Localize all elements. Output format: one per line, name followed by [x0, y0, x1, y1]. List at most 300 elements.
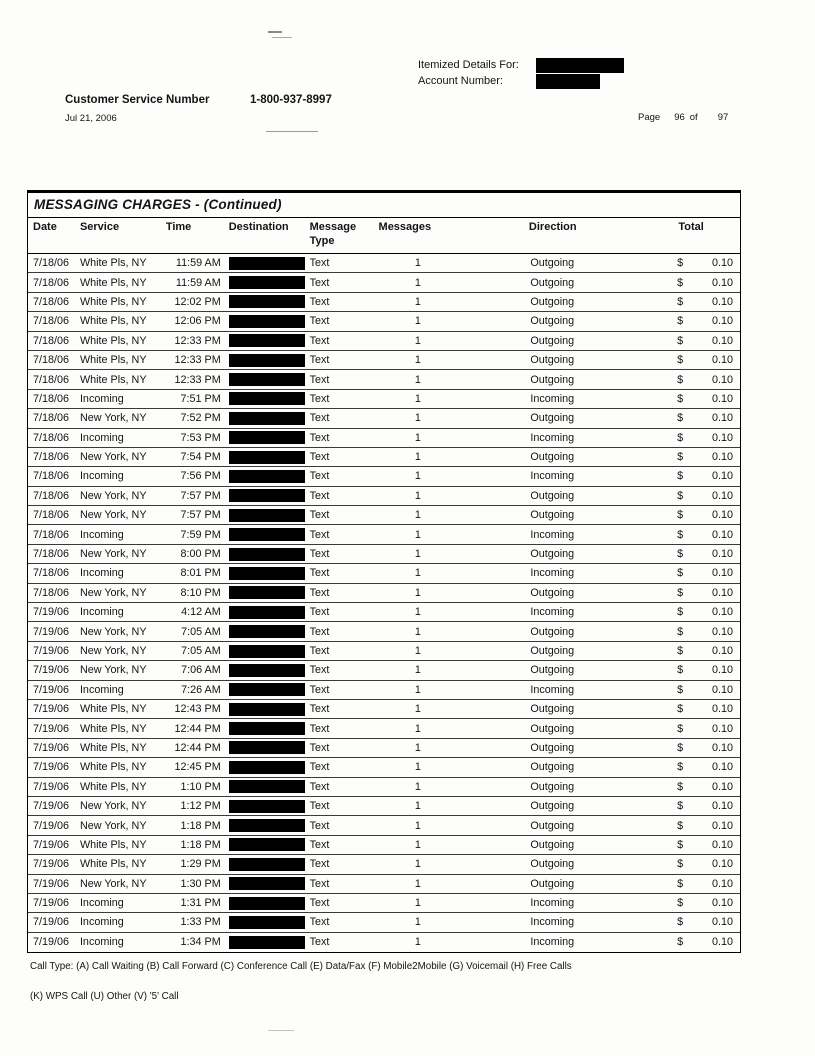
currency-symbol: $ — [677, 548, 684, 561]
table-title: MESSAGING CHARGES - (Continued) — [28, 193, 740, 218]
total-amount: 0.10 — [712, 936, 734, 949]
row-service: New York, NY — [79, 819, 147, 832]
statement-date: Jul 21, 2006 — [65, 113, 117, 124]
total-amount: 0.10 — [712, 295, 734, 308]
scan-artifact — [272, 37, 292, 38]
table-row — [28, 836, 740, 855]
row-total — [644, 277, 740, 289]
row-message-type: Text — [309, 295, 330, 308]
row-service: New York, NY — [79, 412, 147, 425]
row-destination — [226, 606, 306, 619]
row-message-type: Text — [309, 645, 330, 657]
currency-symbol: $ — [677, 354, 684, 367]
row-time: 7:26 AM — [181, 683, 221, 696]
row-date: 7/18/06 — [33, 334, 70, 347]
redacted-customer-name — [536, 58, 624, 73]
currency-symbol: $ — [677, 509, 684, 522]
row-total — [644, 820, 740, 832]
currency-symbol: $ — [677, 741, 684, 754]
currency-symbol: $ — [677, 645, 684, 657]
currency-symbol: $ — [677, 625, 684, 638]
currency-symbol: $ — [677, 916, 684, 929]
row-destination — [226, 819, 306, 832]
row-total — [644, 800, 740, 812]
row-date: 7/18/06 — [33, 315, 70, 328]
row-message-type: Text — [309, 683, 330, 696]
row-message-type: Text — [309, 431, 330, 444]
row-time: 12:45 PM — [174, 761, 221, 774]
redacted-destination-box — [229, 761, 305, 774]
redacted-destination-box — [229, 489, 305, 502]
currency-symbol: $ — [677, 528, 684, 541]
redacted-destination-box — [229, 703, 305, 716]
row-direction: Outgoing — [530, 509, 575, 522]
row-direction: Outgoing — [530, 315, 575, 328]
redacted-destination-box — [229, 800, 305, 813]
row-messages: 1 — [414, 819, 421, 832]
redacted-destination-box — [229, 567, 305, 580]
row-direction: Incoming — [530, 528, 575, 541]
page-current: 96 — [674, 112, 685, 123]
row-total — [644, 684, 740, 696]
customer-service-label: Customer Service Number — [65, 94, 210, 106]
page-indicator — [638, 112, 728, 123]
row-time: 11:59 AM — [175, 257, 221, 270]
row-direction: Outgoing — [530, 858, 575, 871]
currency-symbol: $ — [677, 334, 684, 347]
row-service: Incoming — [79, 470, 124, 483]
redacted-destination-box — [229, 412, 305, 425]
currency-symbol: $ — [677, 276, 684, 289]
row-destination — [226, 315, 306, 328]
currency-symbol: $ — [677, 295, 684, 308]
row-messages: 1 — [414, 625, 421, 638]
redacted-destination-box — [229, 257, 305, 270]
row-messages: 1 — [414, 897, 421, 910]
row-direction: Outgoing — [530, 586, 575, 599]
table-row — [28, 622, 740, 641]
row-service: New York, NY — [79, 800, 147, 813]
row-total — [644, 548, 740, 560]
total-amount: 0.10 — [712, 354, 734, 367]
row-time: 7:56 PM — [180, 470, 221, 483]
row-destination — [226, 373, 306, 386]
row-date: 7/18/06 — [33, 392, 70, 405]
row-total — [644, 529, 740, 541]
total-amount: 0.10 — [712, 858, 734, 871]
row-date: 7/19/06 — [33, 761, 70, 774]
table-row — [28, 312, 740, 331]
total-amount: 0.10 — [712, 392, 734, 405]
row-direction: Outgoing — [530, 373, 575, 386]
row-destination — [226, 548, 306, 561]
total-amount: 0.10 — [712, 509, 734, 522]
row-time: 1:29 PM — [180, 858, 221, 871]
row-message-type: Text — [309, 315, 330, 328]
row-messages: 1 — [414, 838, 421, 851]
table-row — [28, 254, 740, 273]
row-time: 12:44 PM — [174, 722, 221, 735]
table-row — [28, 370, 740, 389]
row-service: White Pls, NY — [79, 858, 147, 871]
row-total — [644, 354, 740, 366]
total-amount: 0.10 — [712, 586, 734, 599]
row-direction: Incoming — [530, 916, 575, 929]
row-message-type: Text — [309, 703, 330, 716]
row-service: White Pls, NY — [79, 373, 147, 386]
row-service: White Pls, NY — [79, 276, 147, 289]
row-direction: Outgoing — [530, 276, 575, 289]
row-date: 7/18/06 — [33, 509, 70, 522]
currency-symbol: $ — [677, 897, 684, 910]
row-messages: 1 — [414, 431, 421, 444]
row-destination — [226, 509, 306, 522]
row-date: 7/19/06 — [33, 645, 70, 657]
row-total — [644, 315, 740, 327]
itemized-details-block — [418, 57, 624, 89]
row-time: 1:12 PM — [180, 800, 221, 813]
redacted-destination-box — [229, 354, 305, 367]
row-destination — [226, 451, 306, 464]
row-total — [644, 296, 740, 308]
row-destination — [226, 489, 306, 502]
table-row — [28, 875, 740, 894]
table-row — [28, 700, 740, 719]
row-destination — [226, 625, 306, 638]
row-date: 7/19/06 — [33, 625, 70, 638]
row-time: 7:54 PM — [180, 451, 221, 464]
row-destination — [226, 916, 306, 929]
table-row — [28, 913, 740, 932]
row-total — [644, 645, 740, 657]
row-messages: 1 — [414, 936, 421, 949]
row-service: New York, NY — [79, 586, 147, 599]
column-header-date: Date — [33, 221, 57, 233]
row-message-type: Text — [309, 936, 330, 949]
row-date: 7/19/06 — [33, 722, 70, 735]
row-service: Incoming — [79, 936, 124, 949]
column-header-total: Total — [678, 221, 704, 233]
page-label: Page — [638, 112, 661, 123]
row-service: White Pls, NY — [79, 838, 147, 851]
row-time: 1:18 PM — [180, 819, 221, 832]
total-amount: 0.10 — [712, 470, 734, 483]
row-destination — [226, 936, 306, 949]
row-date: 7/18/06 — [33, 528, 70, 541]
row-messages: 1 — [414, 295, 421, 308]
row-destination — [226, 392, 306, 405]
row-date: 7/18/06 — [33, 295, 70, 308]
row-messages: 1 — [414, 509, 421, 522]
row-message-type: Text — [309, 897, 330, 910]
row-time: 1:31 PM — [180, 897, 221, 910]
currency-symbol: $ — [677, 606, 684, 619]
redacted-destination-box — [229, 838, 305, 851]
row-destination — [226, 295, 306, 308]
scan-artifact — [266, 131, 318, 132]
row-messages: 1 — [414, 451, 421, 464]
row-direction: Incoming — [530, 392, 575, 405]
row-time: 7:05 AM — [181, 645, 221, 657]
currency-symbol: $ — [677, 683, 684, 696]
total-amount: 0.10 — [712, 257, 734, 270]
row-message-type: Text — [309, 916, 330, 929]
row-message-type: Text — [309, 451, 330, 464]
row-messages: 1 — [414, 315, 421, 328]
column-header-service: Service — [79, 221, 120, 233]
redacted-destination-box — [229, 470, 305, 483]
total-amount: 0.10 — [712, 838, 734, 851]
row-destination — [226, 877, 306, 890]
row-destination — [226, 354, 306, 367]
table-row — [28, 603, 740, 622]
row-date: 7/18/06 — [33, 431, 70, 444]
row-total — [644, 761, 740, 773]
total-amount: 0.10 — [712, 897, 734, 910]
table-row — [28, 739, 740, 758]
row-time: 1:30 PM — [180, 877, 221, 890]
row-time: 1:10 PM — [180, 780, 221, 793]
row-date: 7/19/06 — [33, 780, 70, 793]
redacted-destination-box — [229, 741, 305, 754]
row-message-type: Text — [309, 722, 330, 735]
row-direction: Outgoing — [530, 257, 575, 270]
row-total — [644, 509, 740, 521]
row-message-type: Text — [309, 800, 330, 813]
row-messages: 1 — [414, 373, 421, 386]
row-messages: 1 — [414, 257, 421, 270]
total-amount: 0.10 — [712, 683, 734, 696]
row-date: 7/19/06 — [33, 936, 70, 949]
row-message-type: Text — [309, 877, 330, 890]
row-messages: 1 — [414, 741, 421, 754]
row-destination — [226, 528, 306, 541]
row-destination — [226, 683, 306, 696]
column-header-destination: Destination — [228, 221, 289, 233]
redacted-destination-box — [229, 877, 305, 890]
row-service: White Pls, NY — [79, 334, 147, 347]
row-time: 7:51 PM — [180, 392, 221, 405]
row-time: 7:57 PM — [180, 509, 221, 522]
currency-symbol: $ — [677, 800, 684, 813]
row-date: 7/19/06 — [33, 683, 70, 696]
row-messages: 1 — [414, 722, 421, 735]
row-total — [644, 567, 740, 579]
redacted-destination-box — [229, 295, 305, 308]
row-direction: Outgoing — [530, 800, 575, 813]
currency-symbol: $ — [677, 819, 684, 832]
row-destination — [226, 645, 306, 658]
row-messages: 1 — [414, 334, 421, 347]
table-row — [28, 467, 740, 486]
table-row — [28, 719, 740, 738]
total-amount: 0.10 — [712, 741, 734, 754]
row-date: 7/19/06 — [33, 916, 70, 929]
row-destination — [226, 257, 306, 270]
total-amount: 0.10 — [712, 431, 734, 444]
row-time: 11:59 AM — [175, 276, 221, 289]
row-destination — [226, 897, 306, 910]
redacted-destination-box — [229, 722, 305, 735]
row-messages: 1 — [414, 858, 421, 871]
table-row — [28, 525, 740, 544]
redacted-destination-box — [229, 276, 305, 289]
table-row — [28, 642, 740, 661]
total-amount: 0.10 — [712, 276, 734, 289]
row-service: White Pls, NY — [79, 295, 147, 308]
page-of-label: of — [689, 112, 698, 123]
row-destination — [226, 567, 306, 580]
row-total — [644, 374, 740, 386]
total-amount: 0.10 — [712, 916, 734, 929]
row-total — [644, 587, 740, 599]
row-total — [644, 742, 740, 754]
total-amount: 0.10 — [712, 703, 734, 716]
row-time: 12:33 PM — [174, 354, 221, 367]
row-messages: 1 — [414, 761, 421, 774]
row-total — [644, 451, 740, 463]
row-destination — [226, 470, 306, 483]
redacted-destination-box — [229, 606, 305, 619]
row-message-type: Text — [309, 548, 330, 561]
messaging-charges-table — [27, 190, 741, 953]
table-row — [28, 351, 740, 370]
row-time: 8:01 PM — [180, 567, 221, 580]
total-amount: 0.10 — [712, 315, 734, 328]
row-date: 7/18/06 — [33, 586, 70, 599]
currency-symbol: $ — [677, 373, 684, 386]
row-messages: 1 — [414, 489, 421, 502]
row-message-type: Text — [309, 528, 330, 541]
row-time: 7:53 PM — [180, 431, 221, 444]
row-direction: Incoming — [530, 470, 575, 483]
redacted-destination-box — [229, 548, 305, 561]
row-date: 7/19/06 — [33, 897, 70, 910]
row-direction: Outgoing — [530, 780, 575, 793]
redacted-destination-box — [229, 936, 305, 949]
table-row — [28, 273, 740, 292]
row-message-type: Text — [309, 858, 330, 871]
row-message-type: Text — [309, 392, 330, 405]
row-service: New York, NY — [79, 509, 147, 522]
table-body — [28, 254, 740, 952]
row-time: 12:33 PM — [174, 373, 221, 386]
row-direction: Incoming — [530, 431, 575, 444]
total-amount: 0.10 — [712, 606, 734, 619]
row-time: 7:59 PM — [180, 528, 221, 541]
row-date: 7/19/06 — [33, 741, 70, 754]
row-messages: 1 — [414, 586, 421, 599]
row-date: 7/19/06 — [33, 819, 70, 832]
row-direction: Incoming — [530, 683, 575, 696]
total-amount: 0.10 — [712, 528, 734, 541]
row-total — [644, 781, 740, 793]
redacted-destination-box — [229, 625, 305, 638]
row-service: White Pls, NY — [79, 761, 147, 774]
row-date: 7/19/06 — [33, 664, 70, 677]
row-time: 1:18 PM — [180, 838, 221, 851]
redacted-destination-box — [229, 916, 305, 929]
table-row — [28, 816, 740, 835]
row-destination — [226, 838, 306, 851]
redacted-destination-box — [229, 683, 305, 696]
row-messages: 1 — [414, 470, 421, 483]
total-amount: 0.10 — [712, 489, 734, 502]
row-date: 7/19/06 — [33, 858, 70, 871]
row-total — [644, 703, 740, 715]
row-time: 7:57 PM — [180, 489, 221, 502]
total-amount: 0.10 — [712, 625, 734, 638]
row-destination — [226, 334, 306, 347]
row-message-type: Text — [309, 257, 330, 270]
redacted-destination-box — [229, 858, 305, 871]
row-total — [644, 936, 740, 948]
scan-artifact — [268, 31, 282, 33]
row-service: Incoming — [79, 897, 124, 910]
total-amount: 0.10 — [712, 548, 734, 561]
currency-symbol: $ — [677, 936, 684, 949]
row-time: 12:44 PM — [174, 741, 221, 754]
table-row — [28, 448, 740, 467]
row-direction: Outgoing — [530, 761, 575, 774]
row-direction: Outgoing — [530, 354, 575, 367]
currency-symbol: $ — [677, 431, 684, 444]
currency-symbol: $ — [677, 586, 684, 599]
row-date: 7/19/06 — [33, 800, 70, 813]
row-direction: Incoming — [530, 567, 575, 580]
row-messages: 1 — [414, 800, 421, 813]
table-row — [28, 894, 740, 913]
redacted-destination-box — [229, 586, 305, 599]
currency-symbol: $ — [677, 858, 684, 871]
row-service: White Pls, NY — [79, 722, 147, 735]
currency-symbol: $ — [677, 451, 684, 464]
row-message-type: Text — [309, 664, 330, 677]
column-header-messages: Messages — [378, 221, 432, 233]
row-date: 7/18/06 — [33, 567, 70, 580]
row-total — [644, 897, 740, 909]
currency-symbol: $ — [677, 722, 684, 735]
row-service: Incoming — [79, 567, 124, 580]
row-time: 1:33 PM — [180, 916, 221, 929]
total-amount: 0.10 — [712, 412, 734, 425]
table-row — [28, 797, 740, 816]
row-direction: Outgoing — [530, 412, 575, 425]
redacted-destination-box — [229, 392, 305, 405]
row-message-type: Text — [309, 354, 330, 367]
row-messages: 1 — [414, 664, 421, 677]
row-service: New York, NY — [79, 451, 147, 464]
row-direction: Incoming — [530, 936, 575, 949]
row-total — [644, 257, 740, 269]
redacted-account-number — [536, 74, 600, 89]
row-direction: Outgoing — [530, 489, 575, 502]
row-total — [644, 412, 740, 424]
row-destination — [226, 858, 306, 871]
row-destination — [226, 722, 306, 735]
total-amount: 0.10 — [712, 373, 734, 386]
itemized-details-label: Itemized Details For: — [418, 59, 519, 71]
row-destination — [226, 276, 306, 289]
table-row — [28, 681, 740, 700]
redacted-destination-box — [229, 897, 305, 910]
currency-symbol: $ — [677, 567, 684, 580]
row-message-type: Text — [309, 838, 330, 851]
row-service: Incoming — [79, 392, 124, 405]
table-row — [28, 332, 740, 351]
currency-symbol: $ — [677, 838, 684, 851]
row-total — [644, 626, 740, 638]
